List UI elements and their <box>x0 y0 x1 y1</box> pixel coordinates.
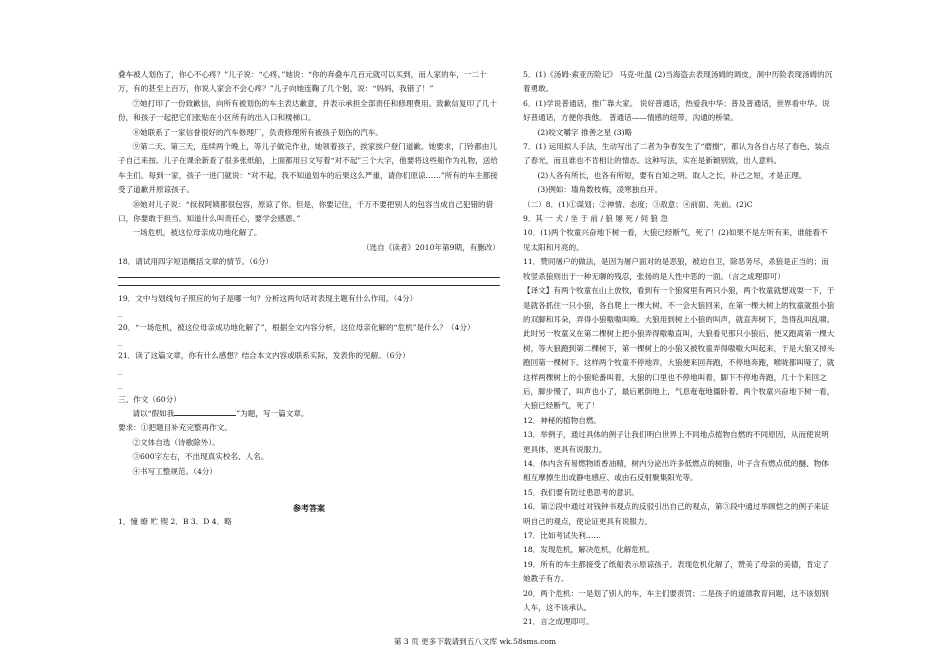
requirement: ②文体自选（诗歌除外）。 <box>132 437 220 447</box>
answer-item: 15．我们要有防过患思考的意识。 <box>523 487 639 497</box>
answer-item: 9．其 一 犬 / 坐 于 前 / 狼 屡 死 / 伺 狼 急 <box>523 214 669 224</box>
answer-dash: _ <box>118 380 122 390</box>
answer-item: 20．两个危机：一是划了别人的车，车主们要责罚；二是孩子的道德教育问题，这不该划别人车，这不该承认。 <box>523 588 829 613</box>
answer-item: 19．所有的车主都接受了纸船表示原谅孩子。表现危机化解了，赞美了母亲的美德，肯定了她教子有方。 <box>523 559 829 584</box>
answer-item: 18．发现危机，解决危机，化解危机。 <box>523 545 655 555</box>
question-21: 21．读了这篇文章，你有什么感想？结合本文内容或联系实际，发表你的见解。（6分） <box>118 351 410 361</box>
right-column <box>523 68 835 630</box>
passage-paragraph: ⑧她联系了一家信誉很好的汽车修理厂，负责修理所有被孩子划伤的汽车。 <box>132 127 384 137</box>
section-heading: 三、作文（60分） <box>118 394 181 404</box>
answer-item: 17．比如考试失利…… <box>523 531 602 540</box>
answer-item: 16．第②段中通过对钱钟书观点的反驳引出自己的观点，第③段中通过举顾恺之的例子来证明自己的观点，使论证更具有说服力。 <box>523 502 829 526</box>
question-18: 18．请试用四字短语概括文章的情节。（6分） <box>118 257 273 267</box>
answer-line <box>118 278 500 286</box>
passage-paragraph: ⑨第二天、第三天，连续两个晚上，等儿子做完作业，她领着孩子，挨家挨户登门道歉。她要求，门铃都由儿子自己来按。儿子在课余新查了很多张纸船，上面都用日文写着“对不起”三个大字，他要将这些船作为礼物，送给车主们。每到一家，孩子一进门就说：“对不起，我不知道划车的后果这么严重，请你们原谅……”所有的车主都接受了道歉并原谅孩子。 <box>118 142 498 195</box>
answer-dash: _ <box>118 365 122 375</box>
answer-item: 5．(1)《汤姆·索亚历险记》 马克·吐温 (2)当海盗去表现汤姆的调皮，洞中历险表现汤姆的沉着勇敢。 <box>523 70 833 94</box>
answer-item: 21．言之成理即可。 <box>523 617 594 627</box>
answer-item: （二）8．(1)①谋划；②神情、态度；③敌意；④前面、先前。(2)C <box>523 199 753 209</box>
answer-key-line: 1．憧 缭 贮 锲 2．B 3．D 4．略 <box>118 517 232 527</box>
answer-key-title: 参考答案 <box>293 502 325 513</box>
answer-item: 12．神秘的植物自燃。 <box>523 415 602 425</box>
answer-item: 11．赞同屠户的做法，是因为屠户面对的是恶狼，被迫自卫，除恶务尽，杀狼是正当的；而牧竖杀狼则出于一种无聊的残忍，张扬的是人性中恶的一面。（言之成理即可） <box>523 257 829 281</box>
answer-line <box>118 270 500 278</box>
essay-prompt: 请以“假如我 ”为题，写一篇文章。 <box>132 408 309 418</box>
question-20: 20．“一场危机，被这位母亲成功地化解了”，根据全文内容分析，这位母亲化解的“危机”是什么？（4分） <box>118 322 475 332</box>
answer-item: 6．(1)学说普通话，推广靠大家。 说好普通话，热爱我中华；普及普通话，世界看中华。说好普通话，方便你我他。 普通话——情感的纽带，沟通的桥梁。 <box>523 98 830 123</box>
answer-item: (2)人各有所长，也各有所短，要有自知之明。取人之长，补己之短，才是正理。 <box>537 170 807 180</box>
requirement: ④书写工整规范。（4分） <box>132 466 217 476</box>
answer-item: 10．(1)两个牧童兴奋地下树一看，大狼已经断气，死了！(2)如果不是左听有来，谁能看不见太阳和月亮的。 <box>523 228 828 252</box>
answer-item: (2)咬文嚼字 推善之星 (3)略 <box>537 127 633 137</box>
page-footer: 第 3 页 更多下载请到五八文库 wk.58sms.com <box>393 637 557 646</box>
answer-dash: _ <box>118 308 122 318</box>
passage-paragraph: ⑦她打印了一份致歉信，向所有被划伤的车主表达歉意，并表示承担全部责任和修理费用。致歉信复印了几十份，和孩子一起把它们张贴在小区所有的出入口和楼梯口。 <box>118 98 497 123</box>
answer-item: 14．体内含有易燃物质香油精，树内分泌出许多低燃点的树脂，叶子含有燃点低的醚、物体相互摩擦生出或静电感应、或由石反射聚集阳光等。 <box>523 458 829 483</box>
source-citation: （选自《读者》2010年第9期，有删改） <box>361 242 500 252</box>
left-column <box>118 68 500 530</box>
answer-item: 13．举例子，通过具体的例子让我们明白世界上不同地点植物自燃的不同原因，从而使说明更具体，更具有说服力。 <box>523 430 829 454</box>
answer-dash: _ <box>118 336 122 346</box>
passage-paragraph: ⑩她对儿子说：“叔叔阿姨都很包容，原谅了你。但是，你要记住，千万不要把别人的包容当成自己犯错的借口，你要敢于担当。知道什么叫责任心，要学会感恩。” <box>118 199 494 224</box>
requirement: 要求：①把题目补充完整再作文。 <box>118 423 232 433</box>
passage-paragraph: 叠车被人划伤了，你心不心疼？”儿子说：“心疼。”她说：“你的奔叠车几百元就可以买到，而人家的车，一二十万，有的甚至上百万，你说人家会不会心疼？”儿子向她连鞠了几个躬，说：“妈妈，我错了！” <box>118 70 487 94</box>
question-19: 19．文中与划线句子照应的句子是哪一句？分析这两句话对表现主题有什么作用。（4分） <box>118 293 418 303</box>
fill-blank <box>174 407 236 416</box>
passage-paragraph: 一场危机，被这位母亲成功地化解了。 <box>132 228 262 238</box>
translation: 【译文】有两个牧童在山上放牧，看到有一个狼窝里有两只小狼，两个牧童就想戏耍一下，于是就各抓住一只小狼，各自爬上一棵大树。不一会大狼回来，在第一棵大树上的牧童就扭小狼的双脚和耳朵，弄得小狼嗷嗷叫唤。大狼用到树上小狼的叫声，就直奔树下，急得乱叫乱啸。此时另一牧童又在第二棵树上把小狼弄得嗷嗷直叫，大狼看见那只小狼后，便又跑离第一棵大树，等大狼跑到第二棵树下，第一棵树上的小狼又被牧童弄得嗷嗷大叫起来，于是大狼又掉头跑回第一棵树下。这样两个牧童不停地弄，大狼便来回奔跑，不停地奔跑，喉咙都叫哑了，就这样两棵树上的小狼轮番叫着，大狼的口里也不停地叫着，脚下不停地奔跑，几十个来回之后，脚步慢了，叫声也小了，最后累倒地上，气息奄奄地僵卧着。两个牧童兴奋地下树一看，大狼已经断气，死了！ <box>523 286 835 411</box>
answer-item: (3)例如：墙角数枝梅，凌寒独自开。 <box>537 185 663 195</box>
requirement: ③600字左右，不出现真实校名、人名。 <box>132 452 269 462</box>
answer-item: 7．(1) 运用拟人手法，生动写出了二者为争春发生了“磨擦”，都认为各自占尽了春色，装点了春光，而且谁也不肯相让的情态。这种写法，实在是新颖别致，出人意料。 <box>523 142 830 166</box>
